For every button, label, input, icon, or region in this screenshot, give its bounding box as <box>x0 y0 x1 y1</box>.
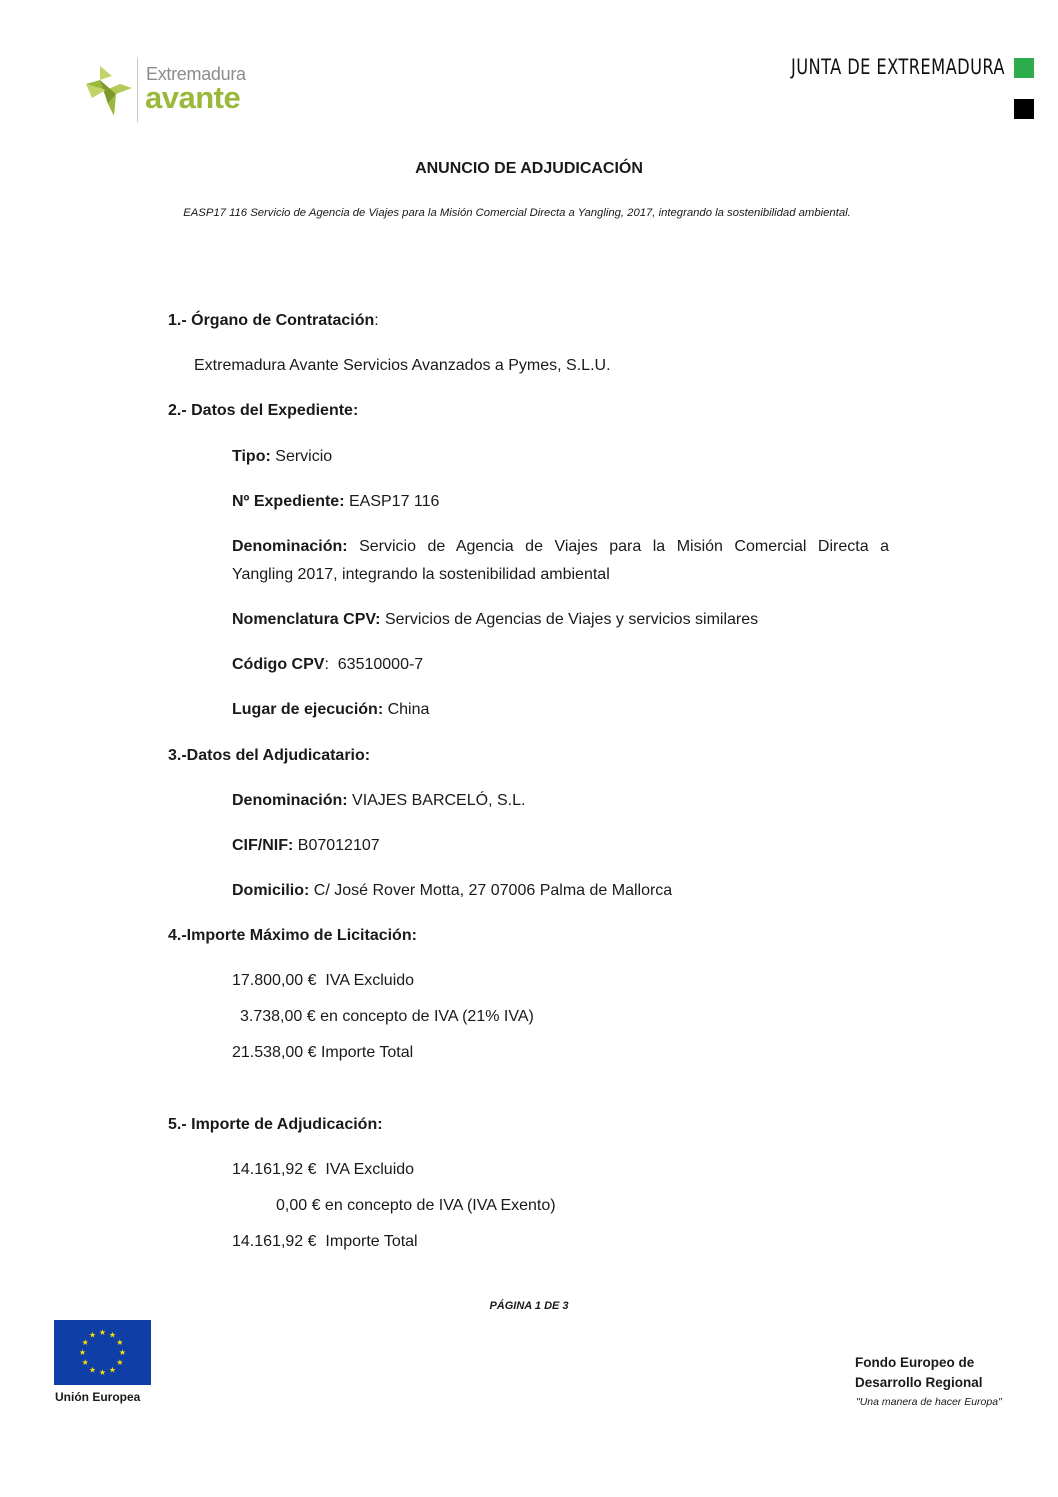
svg-text:★: ★ <box>88 1365 97 1375</box>
svg-text:★: ★ <box>98 1368 107 1377</box>
svg-text:★: ★ <box>116 1358 124 1367</box>
svg-text:★: ★ <box>98 1328 107 1337</box>
expediente-value: EASP17 116 <box>348 493 440 510</box>
nomenclatura-label: Nomenclatura CPV: <box>232 611 381 628</box>
feder-line-2: Desarrollo Regional <box>855 1375 983 1390</box>
expediente-row <box>232 491 439 513</box>
codigo-cpv-value: : 63510000-7 <box>324 656 424 673</box>
tipo-label: Tipo: <box>232 448 271 465</box>
licitacion-line-2: 3.738,00 € en concepto de IVA (21% IVA) <box>240 1008 534 1025</box>
denominacion-value-line2: Yangling 2017, integrando la sostenibilidad ambiental <box>232 566 610 583</box>
adjudicatario-denominacion-label: Denominación: <box>232 792 348 809</box>
lugar-value: China <box>387 701 430 718</box>
organo-value: Extremadura Avante Servicios Avanzados a Pymes, S.L.U. <box>194 357 611 374</box>
codigo-cpv-label: Código CPV <box>232 656 325 673</box>
cif-row <box>232 835 380 857</box>
nomenclatura-row <box>232 609 758 631</box>
logo-divider <box>137 58 138 122</box>
licitacion-line-3: 21.538,00 € Importe Total <box>232 1044 414 1061</box>
section-1-heading <box>168 310 379 332</box>
section-3-heading: 3.-Datos del Adjudicatario: <box>168 747 371 764</box>
adjudicacion-line-2: 0,00 € en concepto de IVA (IVA Exento) <box>276 1197 556 1214</box>
page-number: PÁGINA 1 DE 3 <box>489 1300 569 1312</box>
expediente-label: Nº Expediente: <box>232 493 345 510</box>
domicilio-value: C/ José Rover Motta, 27 07006 Palma de Mallorca <box>313 882 673 899</box>
adjudicatario-denominacion-value: VIAJES BARCELÓ, S.L. <box>352 792 526 809</box>
svg-text:★: ★ <box>78 1348 87 1357</box>
eu-flag-icon <box>54 1320 151 1385</box>
lugar-label: Lugar de ejecución: <box>232 701 384 718</box>
nomenclatura-value: Servicios de Agencias de Viajes y servicios similares <box>384 611 759 628</box>
svg-text:★: ★ <box>118 1348 127 1357</box>
logo-text-top: Extremadura <box>146 64 246 84</box>
extremadura-avante-logo-icon <box>86 58 132 118</box>
section-1-heading-text: 1.- Órgano de Contratación <box>168 312 375 329</box>
section-1-colon: : <box>374 312 379 329</box>
document-subtitle: EASP17 116 Servicio de Agencia de Viajes para la Misión Comercial Directa a Yangling, 2017, integrando la sostenibilidad ambiental. <box>183 207 851 219</box>
section-5-heading: 5.- Importe de Adjudicación: <box>168 1116 383 1133</box>
svg-text:★: ★ <box>116 1338 124 1347</box>
junta-extremadura-label: JUNTA DE EXTREMADURA <box>791 55 1005 79</box>
section-2-heading: 2.- Datos del Expediente: <box>168 402 359 419</box>
denominacion-row-line1 <box>232 536 889 558</box>
svg-text:★: ★ <box>81 1338 89 1347</box>
cif-label: CIF/NIF: <box>232 837 294 854</box>
black-square-icon <box>1014 99 1034 119</box>
svg-text:★: ★ <box>88 1330 97 1340</box>
adjudicacion-line-3: 14.161,92 € Importe Total <box>232 1233 418 1250</box>
cif-value: B07012107 <box>297 837 380 854</box>
svg-text:★: ★ <box>108 1330 117 1340</box>
denominacion-label: Denominación: <box>232 538 348 555</box>
domicilio-row <box>232 880 672 902</box>
lugar-row <box>232 699 429 721</box>
svg-text:★: ★ <box>81 1358 89 1367</box>
svg-text:★: ★ <box>108 1365 117 1375</box>
codigo-cpv-row <box>232 654 423 676</box>
domicilio-label: Domicilio: <box>232 882 310 899</box>
adjudicacion-line-1: 14.161,92 € IVA Excluido <box>232 1161 415 1178</box>
feder-line-1: Fondo Europeo de <box>855 1355 975 1370</box>
feder-slogan: "Una manera de hacer Europa" <box>856 1396 1002 1408</box>
tipo-row <box>232 446 332 468</box>
eu-label: Unión Europea <box>55 1390 141 1404</box>
logo-text-bottom: avante <box>145 80 241 115</box>
licitacion-line-1: 17.800,00 € IVA Excluido <box>232 972 415 989</box>
green-square-icon <box>1014 58 1034 78</box>
document-title: ANUNCIO DE ADJUDICACIÓN <box>415 160 643 177</box>
tipo-value: Servicio <box>275 448 333 465</box>
section-4-heading: 4.-Importe Máximo de Licitación: <box>168 927 417 944</box>
adjudicatario-denominacion-row <box>232 790 525 812</box>
denominacion-value-line1: Servicio de Agencia de Viajes para la Misión Comercial Directa a <box>359 538 890 555</box>
